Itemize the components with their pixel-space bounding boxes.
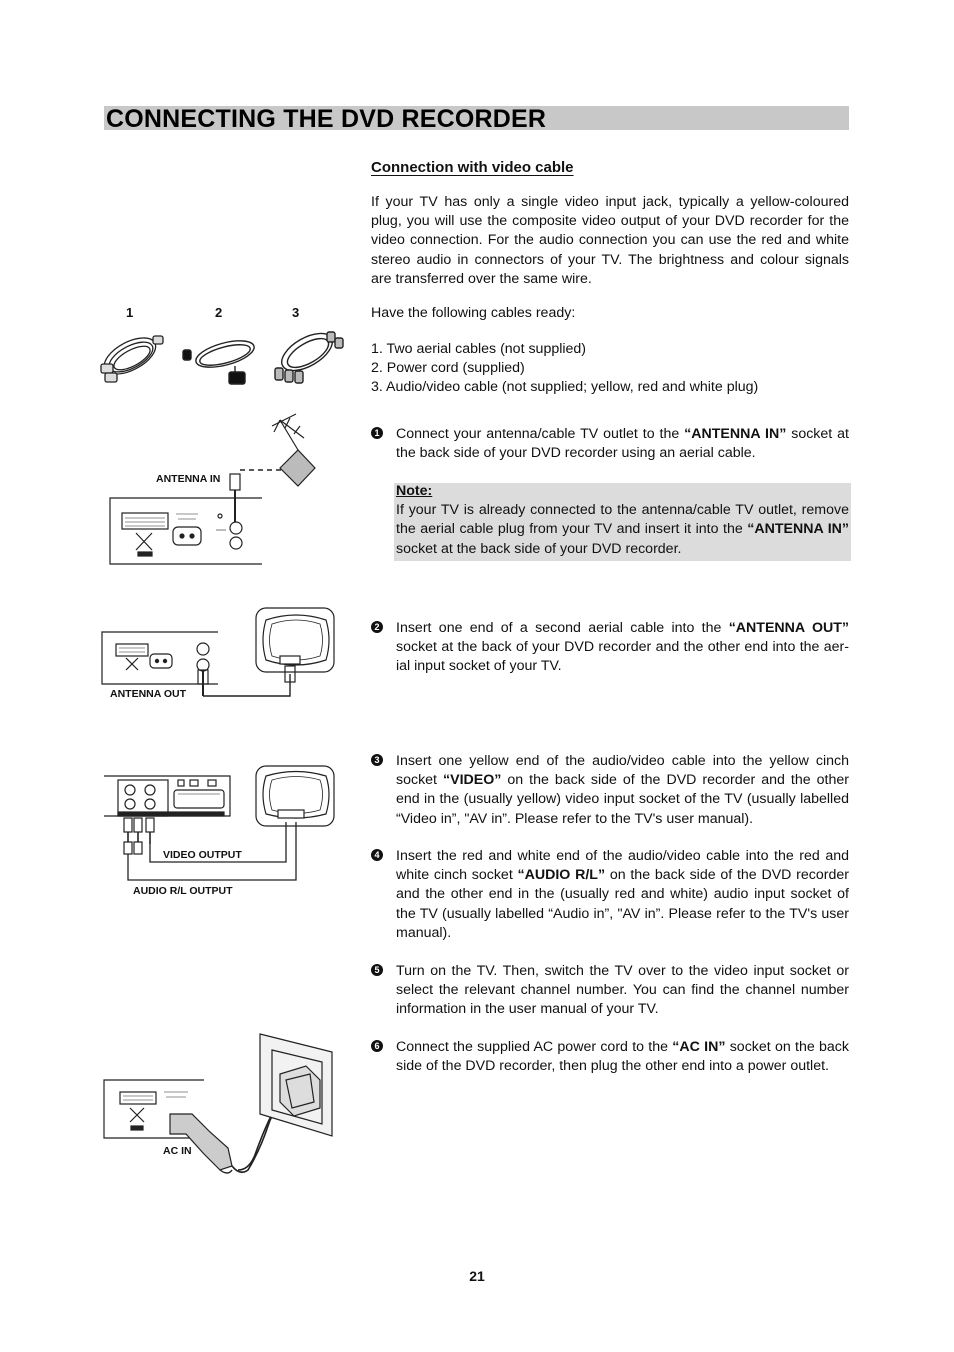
step-text: on the back side of the DVD recorder and the other end in the (usually yellow) video input socket of the TV (usually labelled “Video in”, "AV in”. Please refer to the TV's user manual). [396,772,849,827]
antenna-in-label: ANTENNA IN [156,473,221,485]
step-text: Connect the supplied AC power cord to the [396,1039,673,1055]
cables-illustration [95,328,345,390]
note-text [396,482,849,559]
antenna-out-label: ANTENNA OUT [110,688,187,700]
av-connection-illustration [100,764,340,884]
note-body: If your TV is already connected to the antenna/cable TV outlet, remove the aerial cable plug from your TV and insert it into the [396,502,849,538]
ac-in-label: AC IN [163,1145,192,1157]
step-text: socket at the back of your DVD recorder and the other end into the aer-ial input socket of your TV. [396,639,849,675]
step-bullet: 3 [371,754,383,766]
step-bullet: 5 [371,964,383,976]
step-keyword: “VIDEO” [443,772,502,789]
cables-ready-text: Have the following cables ready: [371,305,576,321]
step-bullet: 1 [371,427,383,439]
step-bullet: 2 [371,621,383,633]
step-6-text [396,1038,849,1076]
page-title: CONNECTING THE DVD RECORDER [106,105,547,133]
step-text: on the back side of the DVD recorder and the other end in the (usually red and white) audio input socket of the TV (usually labelled “Audio in”, "AV in”. Please refer to the TV's user manual). [396,867,849,941]
step-5-text [396,962,849,1020]
step-text: Insert the red and white end of the audio/video cable into the red and white cinch socket [396,848,849,884]
step-text: Insert one yellow end of the audio/video cable into the yellow cinch socket [396,753,849,789]
step-keyword: “AUDIO R/L” [517,867,606,884]
note-body: socket at the back side of your DVD recorder. [396,540,682,557]
cable-list-item: 2. Power cord (supplied) [371,360,525,377]
step-text: Connect your antenna/cable TV outlet to the [396,426,685,442]
note-label: Note: [396,483,433,499]
video-output-label: VIDEO OUTPUT [163,849,242,861]
page-title-bar [104,105,849,133]
step-text: Turn on the TV. Then, switch the TV over to the video input socket or select the relevant channel number. You can find the channel number information in the user manual of your TV. [396,963,849,1018]
note-keyword: “ANTENNA IN” [747,521,849,538]
step-keyword: “ANTENNA OUT” [728,620,849,636]
step-1-text [396,425,849,463]
step-text: socket on the back side of the DVD recorder, then plug the other end into a power outlet. [396,1039,849,1075]
step-bullet: 4 [371,849,383,861]
step-keyword: “ANTENNA IN” [684,426,787,442]
antenna-in-illustration [100,412,320,568]
audio-output-label: AUDIO R/L OUTPUT [133,885,233,897]
cable-list-item: 1. Two aerial cables (not supplied) [371,341,587,357]
ac-in-illustration [100,1030,340,1178]
cable-list [371,340,849,398]
step-3-text [396,752,849,829]
step-2-text [396,619,849,677]
step-text: Insert one end of a second aerial cable into the [396,620,729,636]
cable-number: 2 [215,305,223,320]
step-keyword: “AC IN” [672,1039,726,1055]
step-text: socket at the back side of your DVD recorder using an aerial cable. [396,426,849,462]
cable-list-item: 3. Audio/video cable (not supplied; yellow, red and white plug) [371,379,759,396]
cable-number: 3 [292,305,300,320]
cable-number: 1 [126,305,134,320]
step-4-text [396,847,849,943]
intro-paragraph: If your TV has only a single video input jack, typically a yellow-coloured plug, you will use the composite video output of your DVD recorder for the video connection. For the audio connection you can use the red and white stereo audio in connectors of your TV. The brightness and colour signals are transferred over the same wire. [371,194,849,287]
page-number: 21 [469,1268,485,1284]
section-heading: Connection with video cable [371,159,574,176]
step-bullet: 6 [371,1040,383,1052]
